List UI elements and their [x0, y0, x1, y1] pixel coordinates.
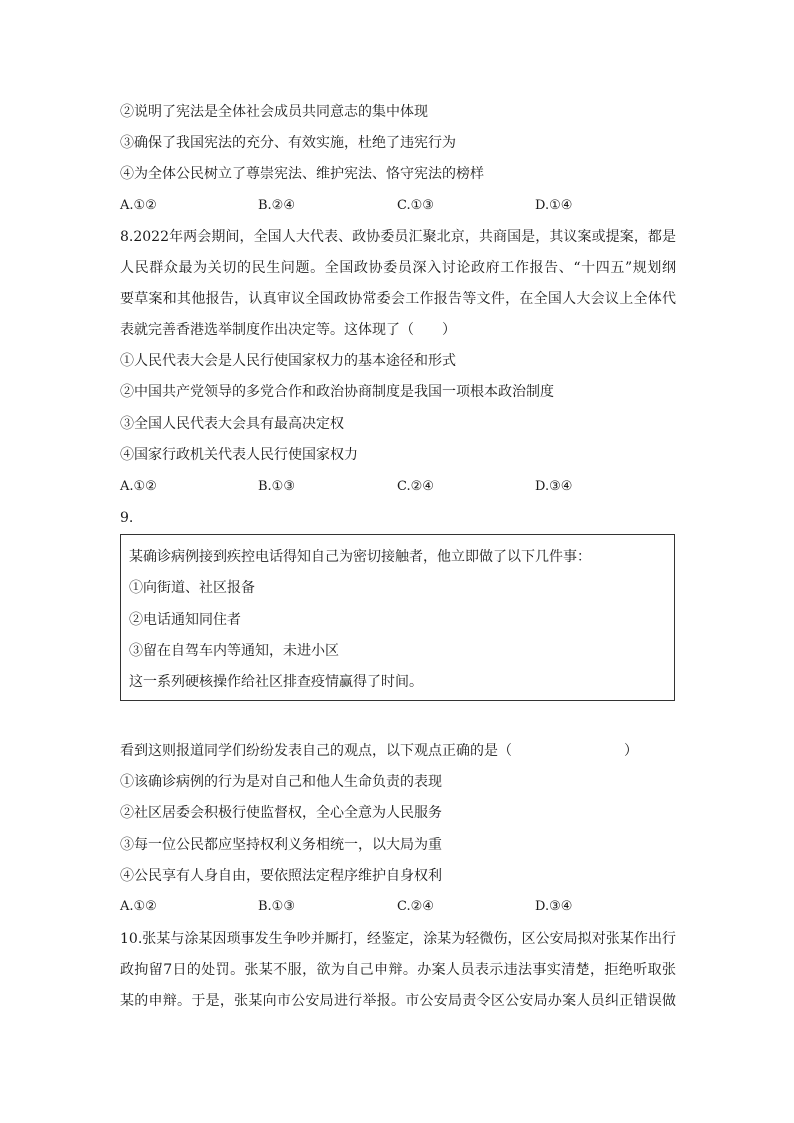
- q7-option-2: ②说明了宪法是全体社会成员共同意志的集中体现: [120, 104, 428, 120]
- q7-option-4: ④为全体公民树立了尊崇宪法、维护宪法、恪守宪法的榜样: [120, 166, 484, 182]
- q9-box-line-1: 某确诊病例接到疾控电话得知自己为密切接触者，他立即做了以下几件事：: [129, 549, 591, 565]
- q9-box-line-2: ①向街道、社区报备: [129, 580, 255, 596]
- q9-option-4: ④公民享有人身自由，要依照法定程序维护自身权利: [120, 868, 442, 884]
- q8-choice-c: C.②④: [397, 479, 434, 494]
- q9-choice-c: C.②④: [397, 899, 434, 914]
- q7-choice-b: B.②④: [258, 198, 295, 213]
- q7-answer-choices: [120, 196, 680, 216]
- q8-choice-b: B.①③: [258, 479, 295, 494]
- q8-stem-line-2: 人民群众最为关切的民生问题。全国政协委员深入讨论政府工作报告、“十四五”规划纲: [120, 260, 676, 276]
- q9-box-line-4: ③留在自驾车内等通知，未进小区: [129, 643, 339, 659]
- q7-choice-a: A.①②: [120, 198, 157, 213]
- q7-choice-c: C.①③: [397, 198, 434, 213]
- q9-number: 9.: [120, 510, 134, 526]
- q7-option-3: ③确保了我国宪法的充分、有效实施，杜绝了违宪行为: [120, 135, 456, 151]
- q8-option-2: ②中国共产党领导的多党合作和政治协商制度是我国一项根本政治制度: [120, 384, 554, 400]
- q7-choice-d: D.①④: [535, 198, 573, 213]
- q9-option-3: ③每一位公民都应坚持权利义务相统一，以大局为重: [120, 837, 442, 853]
- q9-option-2: ②社区居委会积极行使监督权，全心全意为人民服务: [120, 805, 442, 821]
- q8-stem-line-4: 表就完善香港选举制度作出决定等。这体现了（ ）: [120, 322, 456, 338]
- q8-option-3: ③全国人民代表大会具有最高决定权: [120, 416, 344, 432]
- q9-choice-b: B.①③: [258, 899, 295, 914]
- q9-stem: 看到这则报道同学们纷纷发表自己的观点，以下观点正确的是（ ）: [120, 743, 638, 759]
- q8-stem-line-3: 要草案和其他报告，认真审议全国政协常委会工作报告等文件，在全国人大会议上全体代: [120, 291, 676, 307]
- q9-box-line-5: 这一系列硬核操作给社区排查疫情赢得了时间。: [129, 674, 423, 690]
- q9-choice-d: D.③④: [535, 899, 573, 914]
- q9-option-1: ①该确诊病例的行为是对自己和他人生命负责的表现: [120, 774, 442, 790]
- q8-stem-line-1: 8.2022年两会期间，全国人大代表、政协委员汇聚北京，共商国是，其议案或提案，都是: [120, 229, 676, 245]
- q9-answer-choices: [120, 897, 680, 917]
- q10-stem-line-2: 政拘留7日的处罚。张某不服，欲为自己申辩。办案人员表示违法事实清楚，拒绝听取张: [120, 962, 676, 978]
- q10-stem-line-1: 10.张某与涂某因琐事发生争吵并厮打，经鉴定，涂某为轻微伤，区公安局拟对张某作出行: [120, 931, 676, 947]
- q9-box-line-3: ②电话通知同住者: [129, 612, 241, 628]
- q8-option-4: ④国家行政机关代表人民行使国家权力: [120, 447, 358, 463]
- q8-option-1: ①人民代表大会是人民行使国家权力的基本途径和形式: [120, 353, 456, 369]
- q9-material-box: [120, 534, 675, 701]
- q8-choice-d: D.③④: [535, 479, 573, 494]
- q9-choice-a: A.①②: [120, 899, 157, 914]
- q8-answer-choices: [120, 477, 680, 497]
- q10-stem-line-3: 某的申辩。于是，张某向市公安局进行举报。市公安局责令区公安局办案人员纠正错误做: [120, 993, 676, 1009]
- q8-choice-a: A.①②: [120, 479, 157, 494]
